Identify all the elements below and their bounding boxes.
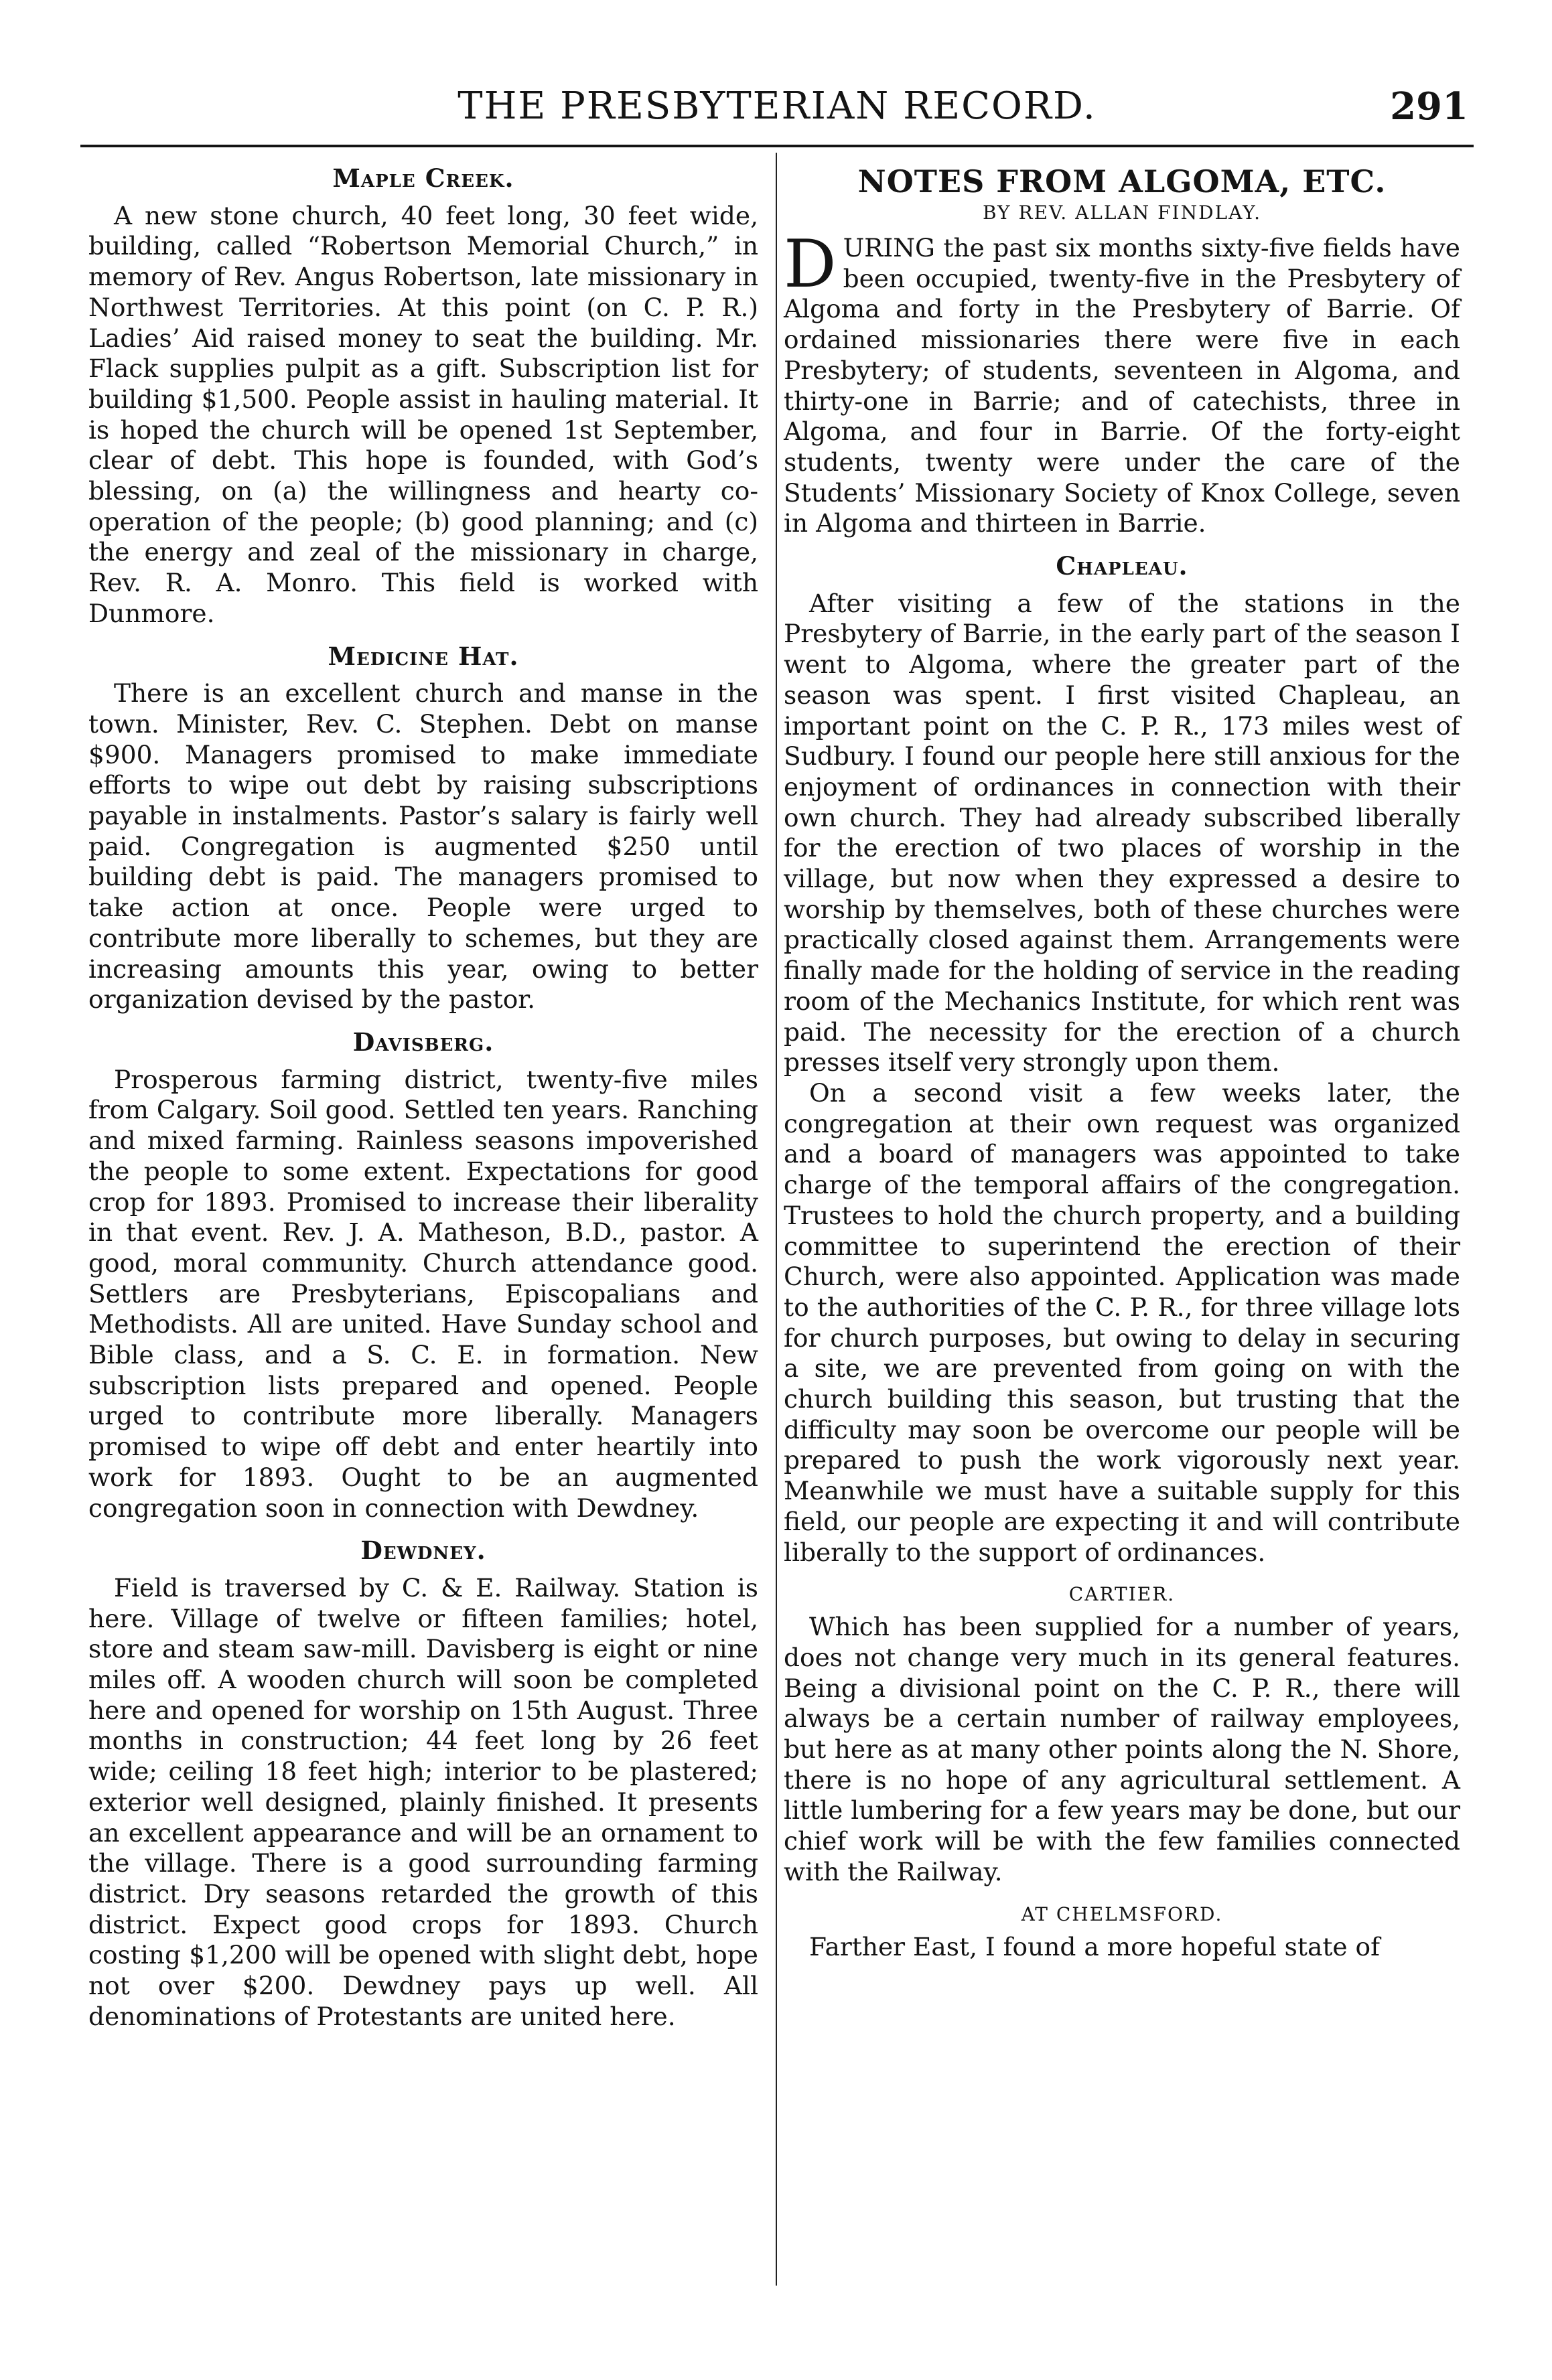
left-column bbox=[88, 163, 758, 2044]
section-heading: Chapleau. bbox=[1056, 551, 1188, 581]
section-heading: AT CHELMSFORD. bbox=[1021, 1903, 1223, 1925]
header-rule bbox=[80, 145, 1474, 147]
section-heading: Medicine Hat. bbox=[328, 641, 519, 671]
section-text: Prosperous farming district, twenty-five miles from Calgary. Soil good. Settled ten years. Ranching and mixed farming. Rainless seasons impoverished the people to some extent. Expectations for good crop for 1893. Promised to increase their liberality in that event. Rev. J. A. Matheson, B.D., pastor. A good, moral community. Church attendance good. Settlers are Presbyterians, Episcopalians and Methodists. All are united. Have Sunday school and Bible class, and a S. C. E. in formation. New subscription lists prepared and opened. People urged to contribute more liberally. Managers promised to wipe off debt and enter heartily into work for 1893. Ought to be an augmented congregation soon in connection with Dewdney. bbox=[88, 1064, 758, 1523]
section-heading: Dewdney. bbox=[360, 1536, 486, 1566]
section-chapleau bbox=[784, 551, 1460, 1568]
intro-text: URING the past six months sixty-five fields have been occupied, twenty-five in the Presbytery of Algoma and forty in the Presbytery of Barrie. Of ordained missionaries there were five in each Presbytery; of students, seventeen in Algoma, and thirty-one in Barrie; and of catechists, three in Algoma, and four in Barrie. Of the forty-eight students, twenty were under the care of the Students’ Missionary Society of Knox College, seven in Algoma and thirteen in Barrie. bbox=[784, 233, 1460, 538]
section-text: Farther East, I found a more hopeful state of bbox=[809, 1931, 1380, 1961]
section-heading: Maple Creek. bbox=[332, 163, 514, 193]
drop-cap: D bbox=[784, 226, 837, 303]
section-text: After visiting a few of the stations in the Presbytery of Barrie, in the early part of the season I went to Algoma, where the greater part of the season was spent. I first visited Chapleau, an important point on the C. P. R., 173 miles west of Sudbury. I found our people here still anxious for the enjoyment of ordinances in connection with their own church. They had already subscribed liberally for the erection of two places of worship in the village, but now when they expressed a desire to worship by themselves, both of these churches were practically closed against them. Arrangements were finally made for the holding of service in the reading room of the Mechanics Institute, for which rent was paid. The necessity for the erection of a church presses itself very strongly upon them. bbox=[784, 588, 1460, 1077]
section-medicine-hat bbox=[88, 642, 758, 1015]
section-cartier bbox=[784, 1580, 1460, 1887]
section-heading: Davisberg. bbox=[352, 1027, 494, 1057]
section-intro bbox=[784, 226, 1460, 539]
column-divider bbox=[776, 153, 777, 2286]
intro-paragraph bbox=[784, 226, 1460, 539]
section-heading: CARTIER. bbox=[1068, 1583, 1176, 1606]
section-dewdney bbox=[88, 1536, 758, 2032]
article-byline: BY REV. ALLAN FINDLAY. bbox=[982, 202, 1262, 224]
page-header bbox=[80, 79, 1474, 139]
section-text: A new stone church, 40 feet long, 30 feet wide, building, called “Robertson Memorial Church,” in memory of Rev. Angus Robertson, late missionary in Northwest Territories. At this point (on C. P. R.) Ladies’ Aid raised money to seat the building. Mr. Flack supplies pulpit as a gift. Subscription list for building $1,500. People assist in hauling material. It is hoped the church will be opened 1st September, clear of debt. This hope is founded, with God’s blessing, on (a) the willingness and hearty co-operation of the people; (b) good planning; and (c) the energy and zeal of the missionary in charge, Rev. R. A. Monro. This field is worked with Dunmore. bbox=[88, 200, 758, 628]
section-text: Field is traversed by C. & E. Railway. Station is here. Village of twelve or fifteen families; hotel, store and steam saw-mill. Davisberg is eight or nine miles off. A wooden church will soon be completed here and opened for worship on 15th August. Three months in construction; 44 feet long by 26 feet wide; ceiling 18 feet high; interior to be plastered; exterior well designed, plainly finished. It presents an excellent appearance and will be an ornament to the village. There is a good surrounding farming district. Dry seasons retarded the growth of this district. Expect good crops for 1893. Church costing $1,200 will be opened with slight debt, hope not over $200. Dewdney pays up well. All denominations of Protestants are united here. bbox=[88, 1572, 758, 2031]
section-maple-creek bbox=[88, 163, 758, 629]
right-column bbox=[784, 163, 1460, 1974]
section-text: On a second visit a few weeks later, the congregation at their own request was organized and a board of managers was appointed to take charge of the temporal affairs of the congregation. Trustees to hold the church property, and a building committee to superintend the erection of their Church, were also appointed. Application was made to the authorities of the C. P. R., for three village lots for church purposes, but owing to delay in securing a site, we are prevented from going on with the church building this season, but trusting that the difficulty may soon be overcome our people will be prepared to push the work vigorously next year. Meanwhile we must have a suitable supply for this field, our people are expecting it and will contribute liberally to the support of ordinances. bbox=[784, 1077, 1460, 1567]
section-text: Which has been supplied for a number of years, does not change very much in its general features. Being a divisional point on the C. P. R., there will always be a certain number of railway employees, but here as at many other points along the N. Shore, there is no hope of any agricultural settlement. A little lumbering for a few years may be done, but our chief work will be with the few families connected with the Railway. bbox=[784, 1612, 1460, 1886]
section-text: There is an excellent church and manse in the town. Minister, Rev. C. Stephen. Debt on manse $900. Managers promised to make immediate efforts to wipe out debt by raising subscriptions payable in instalments. Pastor’s salary is fairly well paid. Congregation is augmented $250 until building debt is paid. The managers promised to take action at once. People were urged to contribute more liberally to schemes, but they are increasing amounts this year, owing to better organization devised by the pastor. bbox=[88, 678, 758, 1015]
section-davisberg bbox=[88, 1027, 758, 1523]
article-title: NOTES FROM ALGOMA, ETC. bbox=[857, 163, 1387, 200]
running-title: THE PRESBYTERIAN RECORD. bbox=[457, 84, 1097, 128]
page-number: 291 bbox=[1390, 84, 1468, 129]
section-chelmsford bbox=[784, 1900, 1460, 1963]
